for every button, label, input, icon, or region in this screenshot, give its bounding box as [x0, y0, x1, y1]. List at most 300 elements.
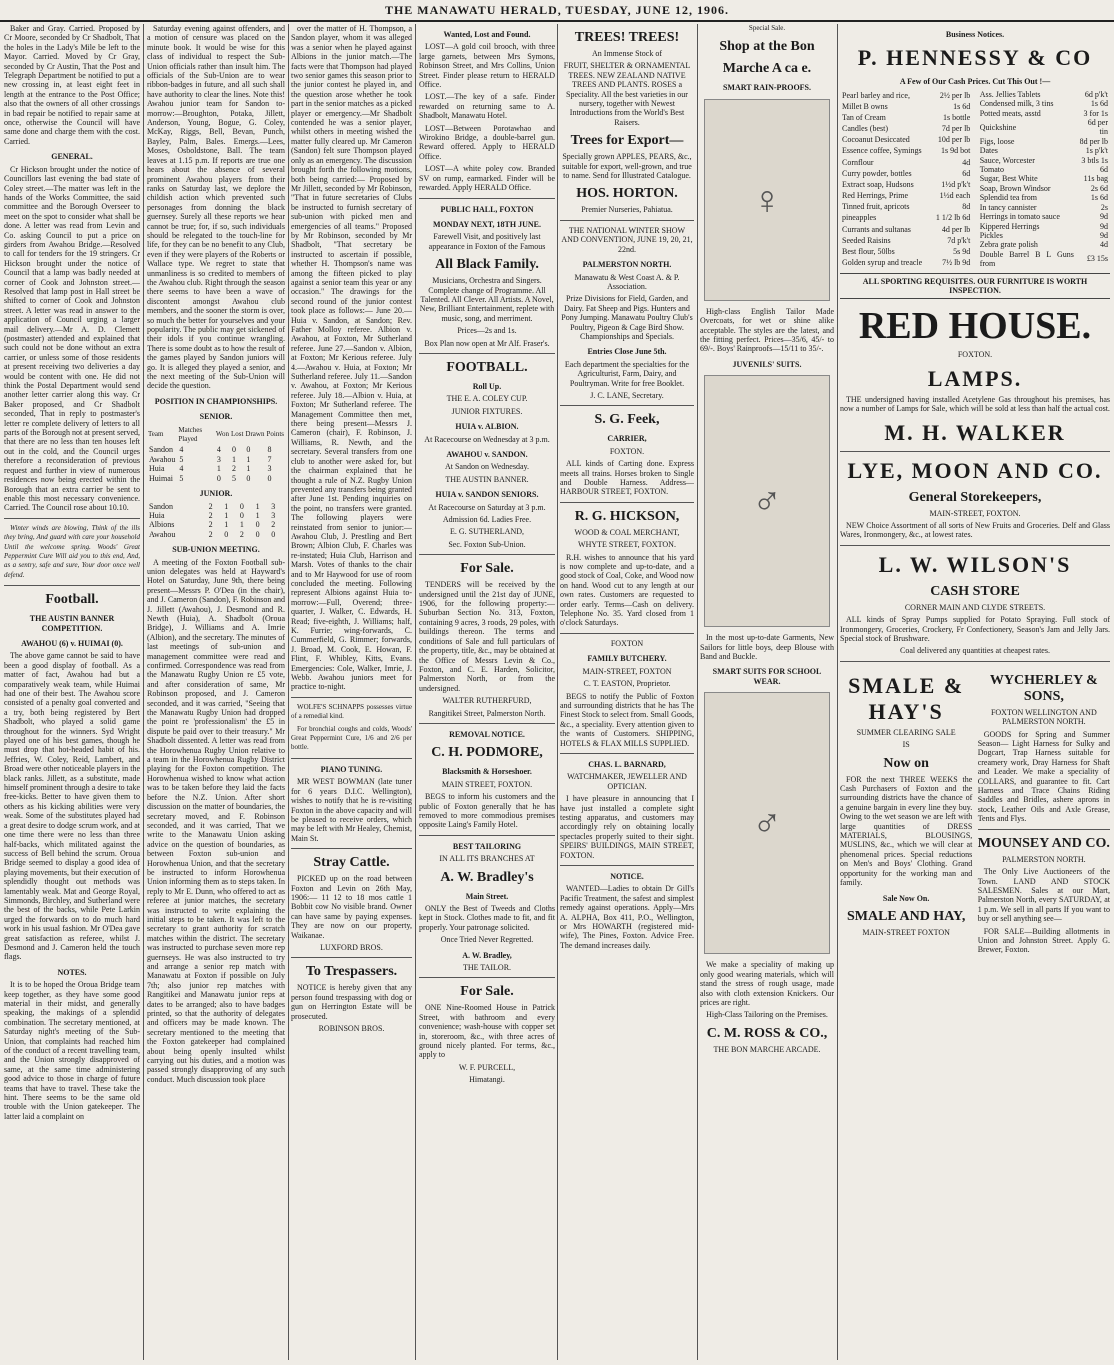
price-value: 6d per tin	[1087, 118, 1108, 137]
price-item: Curry powder, bottles	[842, 168, 912, 178]
podmore-body: BEGS to inform his customers and the public of Foxton generally that he has removed to more commodious premises opposite Laing's Family Hotel.	[419, 792, 555, 830]
coal-notice: Coal delivered any quantities at cheapest rates.	[900, 646, 1050, 656]
notice-body: WANTED—Ladies to obtain Dr Gill's Pacific Treatment, the safest and simplest remedy against operations. Apply—Mrs A. ALPHA, Box 411, P.O., Wellington, or Mrs HOWARTH (registered mid-wife), The Pines, Foxton. Advice Free. The demand increases daily.	[560, 884, 694, 950]
school-illustration	[704, 692, 830, 954]
price-row	[840, 179, 972, 190]
football-heading: Football.	[45, 592, 99, 608]
entries-body: Each department the specialties for the Agriculturist, Farm, Dairy, and Poultryman. Write for free Booklet.	[564, 359, 690, 388]
price-item: Essence coffee, Symings	[842, 146, 922, 156]
price-value: 5s 9d	[953, 246, 971, 256]
column-1	[4, 24, 140, 1360]
horton-name: HOS. HORTON.	[576, 186, 678, 202]
general-heading: GENERAL.	[51, 152, 93, 162]
table-cell: 1	[255, 501, 260, 511]
wanted-heading: Wanted, Lost and Found.	[443, 30, 531, 39]
price-row	[840, 201, 972, 212]
bradley-motto: Once Tried Never Regretted.	[440, 935, 534, 945]
table-cell: 2	[208, 501, 213, 511]
price-value: 4d per lb	[941, 224, 971, 234]
table-row	[147, 520, 285, 529]
divider	[560, 633, 694, 634]
table-cell: Sandon	[149, 501, 173, 511]
bradley-title: THE TAILOR.	[462, 963, 512, 973]
table-row	[147, 502, 285, 511]
column-3	[291, 24, 412, 1360]
lost-notice: LOST—Between Porotawhao and Wirokino Bridge, a double-barrel gun. Reward offered. Apply to HERALD Office.	[419, 123, 555, 161]
table-row	[147, 455, 285, 464]
football-ad-heading: FOOTBALL.	[446, 359, 528, 375]
table-cell: Sandon	[149, 445, 173, 455]
price-row	[840, 123, 972, 134]
forsale-bottom: FOR SALE—Building allotments in Union and Johnston Street. Apply G. Brewer, Foxton.	[977, 926, 1110, 955]
price-item: Seeded Raisins	[842, 235, 891, 245]
price-value: 1s 6d	[1090, 193, 1108, 203]
table-cell: 1	[224, 520, 229, 530]
fixture-details: At Sandon on Wednesday.	[444, 462, 529, 472]
notes-body: It is to be hoped the Oroua Bridge team keep together, as they have some good material in their midst, and generally speaking, the makings of a splendid combination. The secretary mentioned, at Saturday night's meeting of the Sub-Union, that complaints had reached him of the conduct of a recent travelling team, and the Union strongly disapproved of same, at the same time administering good advice to those in charge of future teams that have to travel. These take the hint. There seems to be the same old trouble with the Union gatekeeper. The latter laid a complaint on	[4, 980, 140, 1121]
wycherley-place: FOXTON WELLINGTON AND PALMERSTON NORTH.	[990, 707, 1097, 727]
special-sale: Special Sale.	[748, 24, 786, 32]
show-announcement: THE NATIONAL WINTER SHOW AND CONVENTION, JUNE 19, 20, 21, 22nd.	[561, 225, 693, 254]
general-body: Cr Hickson brought under the notice of Councillors last evening the bad state of Coley street.—The matter was left in the hands of the Works Committee, the said committee and the Borough Overseer to meet on the spot to consider what shall be done. A letter was read from Levin and Co. asking Council to put a price on girders from Awahou Bridge.—Resolved to call for tenders for the 19 stringers. Cr Hickson brought under the notice of Council that a lamp was badly needed at corner of Cook and Johnston street.—Resolved that lamp post in Hall street be shifted to corner of Cook and Johnston street. A letter was read in answer to the application of Council urging a larger mail delivery.—Mr A. D. Clemett (postmaster) attended and explained that such could not be done without an extra carrier, or unless some of those residents at present receiving two deliveries a day would be content with one. He did not think the Postal Department would send another letter carrier along this way. Cr Baker proposed, and Cr Shadbolt seconded, That in reply to postmaster's letter re complete delivery of letters to all parts of the Borough not at present served, that there are no less than ten houses left out in the cold, and the Council urges therefore a reconsideration of previous request and further in view of numerous residences now being erected within the Borough that an extra carrier be sent to enable this most necessary convenience. Carried. The Council rose about 10.10.	[4, 164, 140, 513]
table-cell: 4	[179, 445, 184, 455]
price-item: Golden syrup and treacle	[842, 258, 923, 268]
red-house-place: FOXTON.	[957, 350, 993, 360]
price-item: Pearl barley and rice,	[842, 90, 910, 100]
barnard-trade: WATCHMAKER, JEWELLER AND OPTICIAN.	[567, 772, 687, 791]
table-header: Points	[266, 430, 284, 439]
lye-moon-name: LYE, MOON AND CO.	[847, 457, 1103, 483]
tailor-sub: IN ALL ITS BRANCHES AT	[439, 854, 535, 864]
price-row	[978, 240, 1110, 249]
forsale2-heading: For Sale.	[460, 984, 514, 1000]
trees-heading: TREES! TREES!	[574, 30, 680, 45]
feek-name: S. G. Feek,	[594, 412, 660, 428]
price-item: Millet B owns	[842, 101, 888, 111]
table-cell: 1	[231, 454, 236, 464]
admission: Admission 6d. Ladies Free.	[442, 515, 532, 525]
price-row	[840, 246, 972, 257]
bradley-street: Main Street.	[465, 891, 509, 901]
figure-icon: ♀	[752, 177, 782, 223]
table-cell: 4	[216, 445, 221, 455]
price-item: Dates	[979, 146, 998, 156]
column-4	[419, 24, 555, 1360]
column-7	[840, 24, 1110, 1360]
hickson-trade: WOOD & COAL MERCHANT,	[574, 527, 680, 537]
notice-heading: NOTICE.	[610, 872, 644, 881]
price-value: 3 btls 1s	[1081, 155, 1108, 165]
table-cell: Huimai	[149, 473, 173, 483]
price-value: 4d	[1100, 240, 1108, 250]
table-row	[147, 474, 285, 483]
price-item: Currants and sultanas	[842, 224, 911, 234]
trees-sub: An Immense Stock of	[592, 49, 662, 58]
price-item: Tinned fruit, apricots	[842, 202, 910, 212]
sale-now-on: Sale Now On.	[882, 893, 930, 903]
cattle-heading: Stray Cattle.	[313, 855, 390, 871]
table-header: Drawn	[245, 430, 265, 439]
export-heading: Trees for Export—	[570, 133, 684, 149]
price-value: 8d	[962, 202, 971, 212]
piano-heading: PIANO TUNING.	[320, 764, 383, 774]
shop-heading: Shop at the Bon	[719, 39, 815, 55]
table-header: Matches Played	[178, 425, 203, 444]
fixture: HUIA v. SANDON SENIORS.	[435, 490, 539, 500]
wilson-body: ALL kinds of Spray Pumps supplied for Potato Spraying. Full stock of Ironmongery, Groceries, Crockery, Fr Confectionery, Season's Jam and Jelly Jars. Special stock of Brushware.	[840, 615, 1110, 643]
price-value: 1s 9d bot	[940, 146, 971, 156]
hall-prices: Prices—2s and 1s.	[457, 326, 517, 336]
banner-title: THE AUSTIN BANNER.	[445, 474, 529, 484]
price-row	[978, 212, 1110, 221]
price-row	[840, 213, 972, 224]
school-heading: SMART SUITS FOR SCHOOL WEAR.	[712, 667, 822, 686]
arcade-name: THE BON MARCHE ARCADE.	[713, 1044, 821, 1054]
juvenile-heading: JUVENILS' SUITS.	[732, 359, 802, 369]
table-cell: 7	[267, 454, 272, 464]
mounsey-name: MOUNSEY AND CO.	[977, 835, 1110, 851]
subunion-report: A meeting of the Foxton Football sub-union delegates was held at Hayward's Hotel on Saturday, June 9th, there being present—Messrs P. O'Dea (in the chair), and J. Cameron (Sandon), F. Robinson and J. Jillett (Awahou), J. Desmond and R. Newth (Huia), A. Shadbolt (Oroua Bridge), J. Williams and A. Imrie (Albion), and the secretary. The minutes of last meetings of sub-union and management committee were read and confirmed. Correspondence was read from the Manawatu Rugby Union re £5 vote, and after consideration of same, Mr Robinson proposed, and J. Cameron seconded, and it was carried, "Seeing that the Manawatu Rugby Union had dropped the point re 'professionalism' the £5 in dispute be paid over to their treasury." Mr Shadbolt dissented. A letter was read from the Horowhenua Rugby Union relative to a team in the Horowhenua Rugby District playing for the Foxton competition. The Horowhenua wished to know what action was to be taken before they laid the facts before the N.Z. Union. After short discussion on the matter of boundaries, the secretary moved, and F. Robinson seconded, and it was carried, That we write to the Manawatu Union asking advice on the question of boundaries, as between Foxton sub-union and Horowhenua Union, and that the secretary be instructed to inform Horowhenua Union informing them as to steps taken. In reply to Mr E. Dunn, who offered to act as referee at junior matches, the secretary was instructed to write explaining the initial steps to be taken. It was left to the secretary to grant authority for scratch matches within the district. The secretary was instructed to purchase seven more rep guernseys. He was also instructed to try and arrange a senior rep match with Manawatu at Foxton if possible on July 7th; also junior rep matches with Rangitikei and Manawatu junior reps at dates to be arranged; also to have badges printed, so that the authority of delegates and officers may be made known. The secretary mentioned to the meeting that the Foxton gatekeeper had complained about being openly insulted whilst carrying out his duties, and a motion was passed strongly disapproving of any such conduct. Much discussion took place	[147, 557, 285, 1084]
price-row	[978, 146, 1110, 155]
standings-heading: POSITION IN CHAMPIONSHIPS.	[154, 396, 278, 406]
main-street: MAIN-STREET, FOXTON.	[929, 508, 1021, 518]
price-value: 7d per lb	[941, 124, 971, 134]
divider	[560, 220, 694, 221]
fixture-details: At Racecourse on Wednesday at 3 p.m.	[424, 434, 550, 444]
table-cell: 1	[246, 454, 251, 464]
trespass-body: NOTICE is hereby given that any person found trespassing with dog or gun on Herrington Estate will be prosecuted.	[291, 983, 412, 1021]
barnard-body: I have pleasure in announcing that I have just installed a complete sight testing apparatus, and customers may accordingly rely on obtaining locally spectacles properly suited to their sight. SPEIRS' BUILDINGS, MAIN STREET, FOXTON.	[560, 794, 694, 860]
hall-body: Farewell Visit, and positively last appearance in Foxton of the Famous	[428, 232, 546, 251]
table-cell: Awahou	[149, 454, 176, 464]
price-row	[978, 137, 1110, 146]
column-rule	[697, 24, 698, 1360]
hall-heading: PUBLIC HALL, FOXTON	[440, 204, 534, 214]
table-cell: 1	[216, 464, 221, 474]
corner-address: CORNER MAIN AND CLYDE STREETS.	[904, 602, 1046, 612]
table-cell: 0	[239, 501, 244, 511]
table-header: Lost	[230, 430, 244, 439]
column-rule	[837, 24, 838, 1360]
price-item: Best flour, 50lbs	[842, 246, 895, 256]
price-item: Tomato	[979, 165, 1005, 175]
table-cell: 0	[255, 520, 260, 530]
price-item: Potted meats, asstd	[979, 108, 1041, 118]
is-word: IS	[902, 740, 910, 750]
mounsey-place: PALMERSTON NORTH.	[1002, 854, 1086, 864]
price-item: Red Herrings, Prime	[842, 191, 908, 201]
price-row	[840, 134, 972, 145]
price-table-right	[978, 90, 1110, 269]
butchery-street: MAIN-STREET, FOXTON	[582, 666, 672, 676]
price-item: Zebra grate polish	[979, 240, 1038, 250]
price-item: Double Barrel B L Guns from	[979, 249, 1074, 269]
lamps-heading: LAMPS.	[927, 365, 1023, 391]
feek-trade: CARRIER,	[607, 434, 647, 444]
table-cell: Huia	[149, 510, 165, 520]
table-cell: 5	[179, 473, 184, 483]
butchery-heading: FAMILY BUTCHERY.	[587, 654, 667, 664]
hennessy-name: P. HENNESSY & CO	[857, 45, 1093, 71]
table-cell: Awahou	[149, 529, 176, 539]
wycherley-body: GOODS for Spring and Summer Season— Light Harness for Sulky and Dogcart, Trap Harness suitable for creamery work, Dray Harness for Shaft and Leader. We make a speciality of COLLARS, and guarantee to fit. Cart Harness and Trace Chains Riding Saddles and Bridles, ashere aprons in stock, Leather Oils and Axle Grease, Tents and Flys.	[977, 729, 1110, 824]
secretary-title: Sec. Foxton Sub-Union.	[448, 539, 526, 549]
table-row	[147, 530, 285, 539]
bradley-body: ONLY the Best of Tweeds and Cloths kept in Stock. Clothes made to fit, and fit properly. Your patronage solicited.	[419, 904, 555, 932]
senior-heading: SENIOR.	[199, 412, 233, 422]
price-item: Sauce, Worcester	[979, 155, 1035, 165]
forsale-heading: For Sale.	[460, 561, 514, 577]
piano-body: MR WEST BOWMAN (late tuner for 6 years D.I.C. Wellington), wishes to notify that he is re-visiting Foxton in the above capacity and will be pleased to receive orders, which may be left with Mr Healey, Chemist, Main St.	[291, 777, 412, 843]
hickson-street: WHYTE STREET, FOXTON.	[578, 540, 676, 550]
tailoring-body: We make a speciality of making up only good wearing materials, which will stand the stress of rough usage, made also with cloth extension Knickers. Our prices are right.	[700, 960, 834, 1007]
cattle-signature: LUXFORD BROS.	[320, 942, 383, 952]
column-6	[700, 24, 834, 1360]
smale-street: MAIN-STREET FOXTON	[862, 927, 950, 937]
smale-ad	[840, 667, 972, 958]
price-value: 1 1/2 lb 6d	[935, 213, 971, 223]
price-row	[978, 174, 1110, 183]
price-value: 4d	[962, 157, 971, 167]
table-cell: 2	[208, 520, 213, 530]
woods-notice: For bronchial coughs and colds, Woods' Great Peppermint Cure, 1/6 and 2/6 per bottle.	[291, 724, 412, 752]
table-header: Won	[215, 430, 229, 439]
table-cell: 1	[246, 464, 251, 474]
table-cell: 5	[179, 454, 184, 464]
price-value: 7½ lb 9d	[942, 258, 971, 268]
now-on: Now on	[883, 755, 929, 771]
price-row	[840, 235, 972, 246]
mounsey-body: The Only Live Auctioneers of the Town. LAND AND STOCK SALESMEN. Sales at our Mart, Palmerston North, every SATURDAY, at 1 p.m. We sell in all parts If you want to buy or sell anything see—	[977, 867, 1110, 924]
divider	[419, 353, 555, 354]
fixture: AWAHOU v. SANDON.	[446, 450, 528, 459]
family-heading: All Black Family.	[435, 257, 539, 273]
forsale-body: TENDERS will be received by the undersigned until the 21st day of JUNE, 1906, for the following property:— Suburban Section No. 313, Foxton, containing 9 acres, 3 roods, 29 poles, with buildings thereon. The terms and conditions of Sale and full particulars of the property, title, &c., may be obtained at the Office of Messrs Levin & Co., Foxton, and C. E. Harden, Solicitor, Palmerston North, or from the undersigned.	[419, 580, 555, 693]
bradley-signature: A. W. Bradley,	[462, 950, 512, 960]
price-value: 1s 6d	[953, 101, 971, 111]
council-report: Baker and Gray. Carried. Proposed by Cr Moore, seconded by Cr Shadbolt, That the holes in the Lady's Mile be left to the Mayor. Carried. Moved by Cr Gray, seconded by Cr Austin, That the Post and Telegraph Department be notified to put a new crossing in, at least eight feet in length at the entrance to the Post Office; also that the owners of all other crossings in bad repair be notified to repair same at once, otherwise the Council will have same done and charge them with the cost. Carried.	[4, 24, 140, 146]
price-row	[840, 112, 972, 123]
price-item: Cocoanut Desiccated	[842, 135, 910, 145]
table-cell: 1	[224, 501, 229, 511]
raincoats-body: High-class English Tailor Made Overcoats, for wet or shine alike acceptable. The styles are the latest, and the fitting perfect. Prices—35/6, 45/- to 69/-. Boys' Rainproofs—15/11 to 35/-.	[700, 306, 834, 354]
table-row	[147, 464, 285, 473]
table-cell: 0	[231, 445, 236, 455]
bottom-ads	[840, 667, 1110, 958]
butchery-head: FOXTON	[610, 638, 644, 648]
lost-notice: LOST—A white poley cow. Branded SV on rump, earmarked. Finder will be rewarded. Apply HERALD Office.	[419, 164, 555, 193]
price-item: Soap, Brown Windsor	[979, 183, 1051, 193]
cash-store: CASH STORE	[930, 583, 1020, 599]
palmerston-sub: Manawatu & West Coast A. & P. Association.	[574, 272, 680, 291]
price-item: Sugar, Best White	[979, 174, 1038, 184]
divider	[419, 198, 555, 199]
palmerston-heading: PALMERSTON NORTH.	[582, 260, 672, 270]
price-item: Kippered Herrings	[979, 221, 1040, 231]
table-cell: 0	[216, 473, 221, 483]
price-row	[840, 168, 972, 179]
price-value: 6d p'k't	[1084, 89, 1108, 99]
divider	[419, 977, 555, 978]
junior-fixtures: JUNIOR FIXTURES.	[451, 406, 523, 416]
price-value: 1½d p'k't	[941, 179, 971, 189]
price-row	[978, 156, 1110, 165]
butchery-body: BEGS to notify the Public of Foxton and surrounding districts that he has The Finest Stock to select from. Small Goods, &c., a speciality. Every attention given to the wants of Customers. SHIPPING, HOTELS & FLAX MILLS SUPPLIED.	[560, 691, 694, 748]
price-item: Pickles	[979, 230, 1003, 240]
price-row	[840, 190, 972, 201]
column-rule	[415, 24, 416, 1360]
lye-body: NEW Choice Assortment of all sorts of New Fruits and Groceries. Delf and Glass Wares, Ironmongery, &c., at lowest rates.	[840, 520, 1110, 540]
table-cell: 0	[224, 529, 229, 539]
price-row	[978, 118, 1110, 137]
export-body: Specially grown APPLES, PEARS, &c., suitable for export, well-grown, and true to name. Send for Illustrated Catalogue.	[562, 152, 692, 181]
divider	[560, 405, 694, 406]
wycherley-ad	[978, 667, 1110, 958]
price-item: Quickshine	[979, 122, 1017, 132]
forsale2-body: ONE Nine-Roomed House in Patrick Street, with bathroom and every convenience; wash-house with copper set in, storeroom, &c., with three acres of ground nicely planted. For terms, &c., apply to	[419, 1003, 555, 1060]
junior-heading: JUNIOR.	[199, 489, 233, 499]
lost-notice: LOST.—The key of a safe. Finder rewarded on returning same to A. Shadbolt, Manawatu Hotel.	[419, 92, 555, 121]
barnard-name: CHAS. L. BARNARD,	[588, 759, 666, 769]
table-cell: 1	[239, 520, 244, 530]
hall-date: MONDAY NEXT, 18TH JUNE.	[433, 219, 541, 229]
column-2	[147, 24, 285, 1360]
entries-close: Entries Close June 5th.	[587, 347, 667, 357]
table-cell: 2	[208, 510, 213, 520]
table-cell: 4	[179, 464, 184, 474]
price-item: Herrings in tomato sauce	[979, 212, 1060, 222]
forsale2-signature: W. F. PURCELL,	[458, 1062, 516, 1072]
notes-heading: NOTES.	[57, 967, 87, 977]
table-cell: 2	[271, 520, 276, 530]
table-cell: 3	[271, 501, 276, 511]
box-plan: Box Plan now open at Mr Alf. Fraser's.	[424, 338, 550, 348]
summer-sale: SUMMER CLEARING SALE	[856, 727, 956, 737]
table-cell: 2	[239, 529, 244, 539]
divider	[419, 723, 555, 724]
table-cell: 8	[267, 445, 272, 455]
price-item: Candles (best)	[842, 124, 888, 134]
football-notes: Saturday evening against offenders, and a motion of censure was placed on the minute book. It would be wise for this class of individual to respect the Sub-Union officials rather than insult him. The officials of the Sub-Union are to wear ribbon-badges in future, and all such shall have authority to clear the lines. Note this! Awahou junior team for Sandon to-morrow:—Broughton, Potaka, Jillett, Anderson, Young, Bogue, G. Coley, McKay, Riggs, Bell, Bevan, Punch, Bayley, Palm, Bales. Emergs.—Lees, Moses, Osboldstone, Ball. The team leaves at 1.15 p.m. If reports are true one hears about the absence of several prominent Awahou players from their ranks on Saturday last, we deplore the childish action which prevented such personages from donning the black guernsey. Surely all these reports we hear cannot be true; for, if so, such individuals should be relegated to the touch-line for life, for they can be no benefit to any Club, even if they were players of the Roberts or Wallace type. We regret to state that unmanliness is so credited to members of the Awahou club. Right through the season there seems to have been a wave of discontent amongst Awahou club members, and the sooner the storm is over, so much the better for yourselves and your popularity. The public may get sickened of their idols if you continue wrangling. There is some doubt as to how the result of the games played by Sandon juniors will go. It is alleged they played a senior, and the next meeting of the Sub-Union will decide the question.	[147, 24, 285, 391]
price-row	[978, 99, 1110, 108]
price-value: 10d per lb	[937, 135, 971, 145]
divider	[978, 829, 1110, 830]
price-item: Tan of Cream	[842, 113, 886, 122]
subunion-continued: over the matter of H. Thompson, a Sandon player, whom it was alleged was a senior when he played against Albions in the junior match.—The facts were that Thompson had played two senior games this season prior to the junior contest he played in, and the question arose whether he took part in the senior matches as a picked player or emergency.—Mr Shadbolt contended he was a senior player, whilst others in meeting wished the matter fully cleared up. Mr Cameron (Sandon) felt sure Thompson played only as an emergency. The discussion brought forth the following motions, both being carried:— Proposed by Mr Jillett, seconded by Mr Robinson, "That in future secretaries of Clubs be instructed to furnish secretary of sub-union with picked men and emergencies of all teams." Proposed by Mr Robinson, seconded by Mr Shadbolt, "That secretary be instructed to ascertain if possible, whether H. Thompson's name was among the fifteen picked to play against a senior team this year or any occasion." The drawings for the second round of the junior contest took place as follows:— June 20.—Huia v. Sandon, at Sandon; Rev. Father Molloy referee. Albion v. Awahou, at Foxton, Mr Sutherland referee. June 27.—Sandon v. Albion, at Foxton; Mr Kerious referee. July 4.—Awahou v. Huia, at Foxton; Mr Sutherland referee. July 11.—Sandon v. Awahou, at Foxton; Mr Kerious referee. July 18.—Albion v. Huia, at Foxton; Mr Sutherland referee. The Management Committee then met, there being present—Messrs J. Cameron (chair), F. Robinson, J. Williams, R. Newth, and the secretary. Several transfers from one club to another were asked for, but the chairman explained that he thought a rule of N.Z. Rugby Union prevented any transfers being granted after June 1st. Pending inquiries on the point, no transfers were granted. The following players were reinstated from senior to junior:—Awahou Club, J. Prestling and Bert Brown; Albion Club, F. Charles was re-instated; Huia Club, Harrison and Marsh. Votes of thanks to the chair and to Mr Haywood for use of room concluded the meeting. Following represent Albions against Huia to-morrow:—Full, Overend; three-quarter, J. Walker, C. Edwards, H. Read; five-eighth, J. Williams; half, K. Furrie; wing-forwards, C. Cummerfield, G. Rimmer; forwards, J. Broad, M. Cook, E. Howan, F. Flint, F. Whibley, Kitts, Evans. Emergencies: Cole, Walker, Imrie, J. Webb. Awahou juniors meet for practice to-night.	[291, 24, 412, 692]
price-row	[978, 222, 1110, 231]
table-cell: 3	[216, 454, 221, 464]
feek-place: FOXTON.	[609, 446, 645, 456]
hickson-name: R. G. HICKSON,	[574, 508, 680, 524]
table-cell: 2	[208, 529, 213, 539]
roll-up: Roll Up.	[472, 381, 502, 391]
price-table-left	[840, 90, 972, 269]
divider	[4, 585, 140, 586]
wilson-name: L. W. WILSON'S	[878, 551, 1072, 577]
table-row	[147, 445, 285, 454]
schnapps-notice: WOLFE'S SCHNAPPS possesses virtue of a remedial kind.	[291, 702, 412, 721]
price-value: 1½d each	[939, 191, 971, 201]
fixture: HUIA v. ALBION.	[455, 422, 519, 432]
price-row	[978, 184, 1110, 193]
table-cell: 0	[246, 473, 251, 483]
match-heading: AWAHOU (6) v. HUIMAI (0).	[21, 638, 123, 648]
trespass-signature: ROBINSON BROS.	[318, 1024, 385, 1033]
table-cell: 0	[239, 510, 244, 520]
junior-table	[147, 502, 285, 540]
price-value: 9d	[1100, 221, 1108, 231]
horton-place: Premier Nurseries, Pahiatua.	[581, 205, 673, 215]
bradley-name: A. W. Bradley's	[440, 869, 534, 885]
forsale2-place: Himatangi.	[469, 1075, 505, 1085]
price-row	[978, 109, 1110, 118]
table-cell: 0	[271, 529, 276, 539]
subunion-heading: SUB-UNION MEETING.	[172, 545, 260, 555]
table-cell: 1	[224, 510, 229, 520]
column-rule	[557, 24, 558, 1360]
column-rule	[288, 24, 289, 1360]
divider	[560, 502, 694, 503]
price-item: Condensed milk, 3 tins	[979, 99, 1054, 109]
podmore-name: C. H. PODMORE,	[431, 745, 543, 761]
feek-body: ALL kinds of Carting done. Express meets all trains. Horses broken to Single and Double Harness. Address— HARBOUR STREET, FOXTON.	[560, 459, 694, 497]
table-cell: 3	[271, 510, 276, 520]
coley-cup: THE E. A. COLEY CUP.	[446, 394, 528, 404]
price-value: 6d	[962, 168, 971, 178]
price-item: Extract soap, Hudsons	[842, 179, 914, 189]
price-row	[978, 165, 1110, 174]
match-report: The above game cannot be said to have been a good display of football. As a matter of fact, Awahou had but a comparatively weak team, while Huimai had one of their best. The Awahou score consisted of a penalty goal converted and a try, both being registered by Bert Shadbolt, who played a solid game throughout for the winners. Syd Wright played one of his best games, though he must drop that hot-headed habit of his. Jeffries, W. Coley, Reid, Lambert, and Broad were other noticeable players in the black ranks. Jillett, as a substitute, made himself prominent through a desire to take free-kicks. Better to have given them to others as his kicking abilities were very weak. Some of the substitutes played had a great desire to dodge scrum work, and at one time there were no less than three half-backs, which militated against the success of Bell behind the scrum. Oroua Bridge seemed to display a good idea of playing movements, but their execution of splendidly thought out methods was lamentably weak. Mat and George Royal, Simmonds, Birchley, and Sutherland were the best of the backs, while Pete Larkin urged the forwards on to do much hard work in his usual fashion. Mr O'Dea gave great satisfaction as referee, whilst J. Desmond and J. Cameron held the touch flags.	[4, 651, 140, 962]
price-row	[840, 157, 972, 168]
divider	[291, 697, 412, 698]
price-item: pineapples	[842, 213, 877, 223]
price-value: 11s bag	[1083, 174, 1108, 184]
walker-name: M. H. WALKER	[884, 419, 1066, 445]
fixture-details: At Racecourse on Saturday at 3 p.m.	[428, 502, 546, 512]
price-item: Figs, loose	[979, 136, 1015, 146]
lost-notice: LOST—A gold coil brooch, with three large garnets, between Mrs Symons, Robinson Street, and Mrs Collins, Union Street. Finder please return to HERALD Office.	[419, 42, 555, 90]
price-value: 8d per lb	[1079, 136, 1108, 146]
divider	[291, 957, 412, 958]
red-house-heading: RED HOUSE.	[858, 305, 1092, 348]
secretary-name: E. G. SUTHERLAND,	[450, 527, 524, 537]
table-header: Team	[148, 430, 164, 439]
divider	[419, 554, 555, 555]
raincoat-illustration	[704, 99, 830, 301]
table-header-row	[147, 425, 285, 446]
table-cell: 0	[246, 445, 251, 455]
banner-heading: THE AUSTIN BANNER COMPETITION.	[29, 614, 115, 633]
entries-signature: J. C. LANE, Secretary.	[590, 390, 664, 400]
table-cell: 1	[255, 510, 260, 520]
forsale-address: Rangitikei Street, Palmerston North.	[428, 708, 546, 718]
divider	[419, 835, 555, 836]
price-value: 9d	[1100, 230, 1108, 240]
business-heading: Business Notices.	[945, 30, 1005, 39]
trees-body: FRUIT, SHELTER & ORNAMENTAL TREES. NEW ZEALAND NATIVE TREES AND PLANTS. ROSES a Speciality. All the best varieties in our nursery, together with Newest Introductions from the World's Best Raisers.	[563, 61, 691, 127]
juvenile-illustration	[704, 375, 830, 627]
divider	[560, 865, 694, 866]
podmore-trade: Blacksmith & Horseshoer.	[442, 767, 532, 777]
price-value: 7d p'k't	[947, 235, 971, 245]
general-store-heading: General Storekeepers,	[908, 489, 1042, 505]
column-5	[560, 24, 694, 1360]
smale-body: FOR the next THREE WEEKS the Cash Purchasers of Foxton and the surrounding districts have the chance of a genuine bargain in every line they buy. Owing to the wet season we are left with large quantities of DRESS MATERIALS, BLOUSINGS, MUSLINS, &c., which we will clear at phenomenal prices. Special reductions on Men's and Boys' Clothing. Grand opportunity for the working man and family.	[840, 774, 973, 888]
cattle-body: PICKED up on the road between Foxton and Levin on 26th May, 1906:— 11 12 to 18 mos cattle 1 Bobbit cow No visible brand. Owner can have same by paying expenses. They are now on our property, Waikanae.	[291, 874, 412, 940]
podmore-street: MAIN STREET, FOXTON.	[441, 779, 533, 789]
price-value: 2s	[1100, 202, 1108, 212]
tailor-heading: BEST TAILORING	[452, 841, 522, 851]
